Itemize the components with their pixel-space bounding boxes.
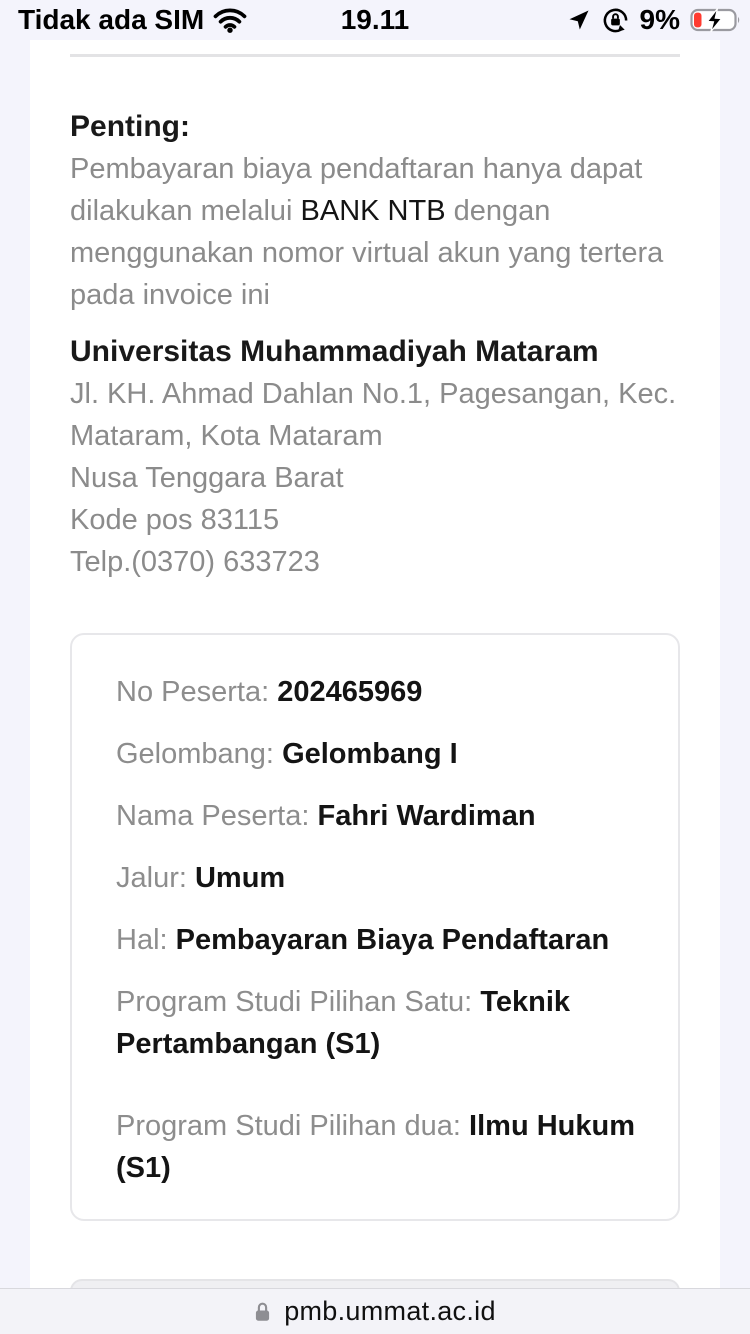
row-label: Gelombang: (116, 738, 274, 770)
invoice-row-jalur (116, 857, 648, 899)
location-arrow-icon (567, 8, 591, 32)
invoice-row-prodi-dua (116, 1105, 648, 1189)
row-value: Ilmu Hukum (S1) (116, 1110, 636, 1184)
carrier-label: Tidak ada SIM (18, 4, 205, 35)
address-phone: Telp.(0370) 633723 (70, 546, 320, 578)
row-value: Pembayaran Biaya Pendaftaran (175, 924, 610, 956)
university-name: Universitas Muhammadiyah Mataram (70, 335, 599, 368)
row-value: Umum (194, 862, 286, 894)
important-text-before: Pembayaran biaya pendaftaran hanya dapat dilakukan melalui (70, 153, 643, 227)
rotation-lock-icon (601, 6, 630, 35)
important-paragraph (70, 148, 680, 316)
important-heading: Penting: (70, 110, 190, 143)
address-province: Nusa Tenggara Barat (70, 462, 344, 494)
row-label: Jalur: (116, 862, 187, 894)
battery-charging-icon (690, 7, 742, 33)
invoice-row-nama-peserta (116, 795, 648, 837)
invoice-row-prodi-satu (116, 981, 648, 1065)
row-label: Hal: (116, 924, 168, 956)
address-street: Jl. KH. Ahmad Dahlan No.1, Pagesangan, Kec. Mataram, Kota Mataram (70, 378, 677, 452)
row-label: Program Studi Pilihan Satu: (116, 986, 473, 1018)
wifi-icon (213, 7, 247, 33)
invoice-row-hal (116, 919, 648, 961)
status-bar (0, 0, 750, 40)
important-text-after: dengan menggunakan nomor virtual akun yang tertera pada invoice ini (70, 195, 664, 311)
battery-percent-label: 9% (639, 4, 680, 35)
invoice-row-gelombang (116, 733, 648, 775)
row-value: 202465969 (277, 676, 423, 708)
row-value: Gelombang I (282, 738, 458, 770)
invoice-card (70, 633, 680, 1221)
row-value: Teknik Pertambangan (S1) (116, 986, 571, 1060)
invoice-row-no-peserta (116, 671, 648, 713)
web-page (30, 40, 720, 1334)
university-address (70, 373, 680, 583)
row-label: Program Studi Pilihan dua: (116, 1110, 461, 1142)
row-label: No Peserta: (116, 676, 270, 708)
bank-name: BANK NTB (300, 195, 446, 227)
section-divider (70, 54, 680, 57)
url-label: pmb.ummat.ac.id (284, 1296, 496, 1326)
row-label: Nama Peserta: (116, 800, 310, 832)
address-postal: Kode pos 83115 (70, 504, 280, 536)
status-time: 19.11 (340, 4, 410, 35)
browser-url-bar[interactable] (0, 1288, 750, 1334)
row-value: Fahri Wardiman (317, 800, 536, 832)
lock-icon (254, 1301, 271, 1323)
